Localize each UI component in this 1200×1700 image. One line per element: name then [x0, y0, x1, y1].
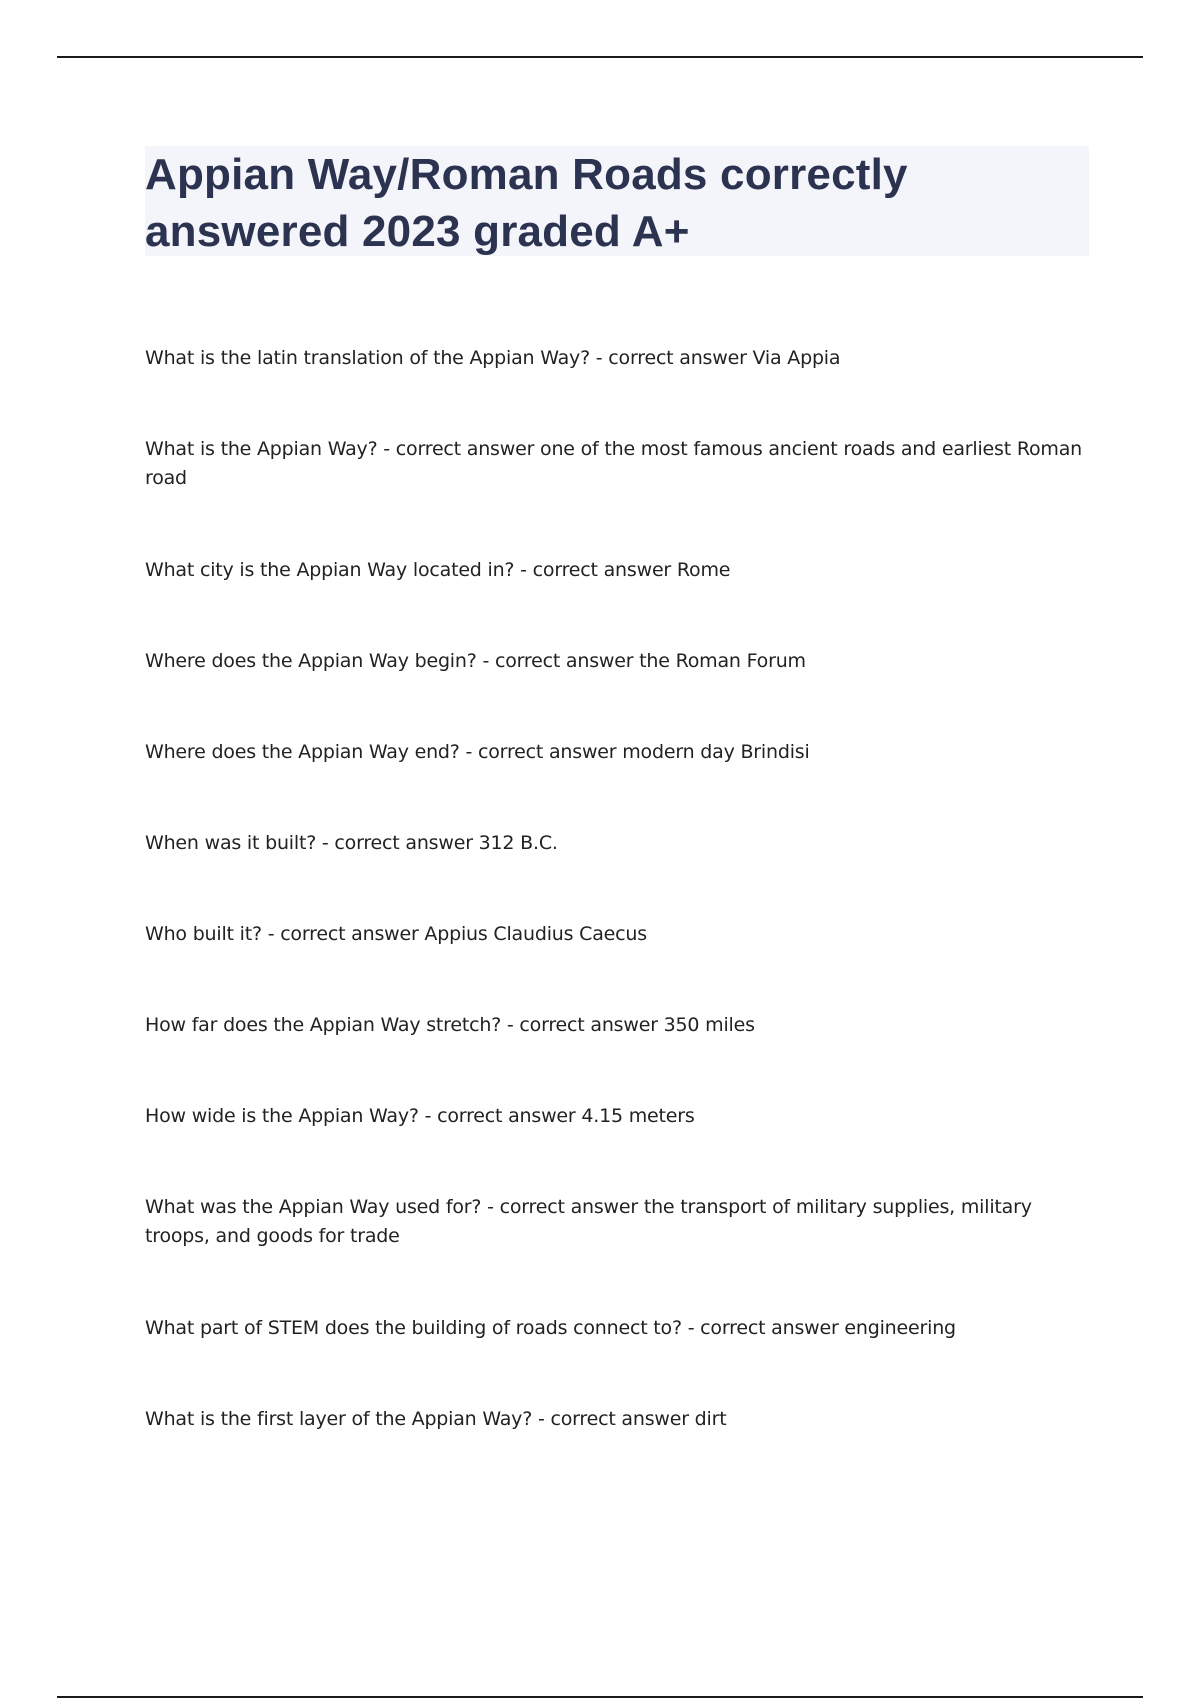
qa-item-7: Who built it? - correct answer Appius Claudius Caecus [145, 923, 647, 945]
top-rule [57, 56, 1143, 58]
qa-item-5: Where does the Appian Way end? - correct answer modern day Brindisi [145, 741, 810, 763]
qa-item-11: What part of STEM does the building of roads connect to? - correct answer engineering [145, 1317, 956, 1339]
bottom-rule [57, 1696, 1143, 1698]
qa-item-12: What is the first layer of the Appian Way? - correct answer dirt [145, 1408, 727, 1430]
qa-item-1: What is the latin translation of the Appian Way? - correct answer Via Appia [145, 347, 841, 369]
qa-item-10: What was the Appian Way used for? - correct answer the transport of military supplies, military troops, and goods for trade [145, 1196, 1032, 1247]
title-block [145, 146, 1089, 256]
qa-item-8: How far does the Appian Way stretch? - correct answer 350 miles [145, 1014, 755, 1036]
qa-item-6: When was it built? - correct answer 312 B.C. [145, 832, 558, 854]
qa-item-4: Where does the Appian Way begin? - correct answer the Roman Forum [145, 650, 806, 672]
qa-item-2: What is the Appian Way? - correct answer one of the most famous ancient roads and earliest Roman road [145, 438, 1082, 489]
qa-item-3: What city is the Appian Way located in? - correct answer Rome [145, 559, 731, 581]
document-title: Appian Way/Roman Roads correctly answered 2023 graded A+ [145, 150, 908, 256]
qa-item-9: How wide is the Appian Way? - correct answer 4.15 meters [145, 1105, 695, 1127]
